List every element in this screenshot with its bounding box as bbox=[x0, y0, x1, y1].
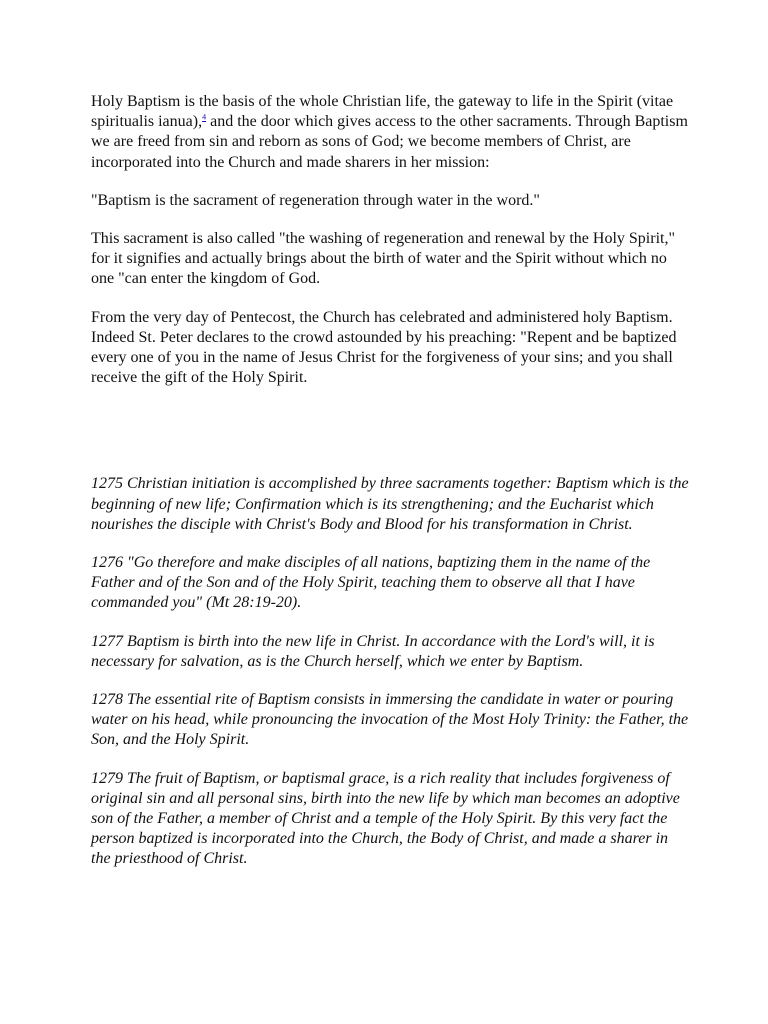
summary-paragraph-1275: 1275 Christian initiation is accomplished by three sacraments together: Baptism which is the beginning of new life; Confirmation which is its strengthening; and the Eucharist which nourishes the disciple with Christ's Body and Blood for his transformation in Christ. bbox=[91, 475, 689, 533]
intro-paragraph-1-text-a: Holy Baptism is the basis of the whole Christian life, the gateway to life in the Spirit (vitae spiritualis ianua), bbox=[91, 93, 674, 131]
intro-paragraph-4: From the very day of Pentecost, the Church has celebrated and administered holy Baptism. Indeed St. Peter declares to the crowd astounded by his preaching: "Repent and be baptized every one of you in the name of Jesus Christ for the forgiveness of your sins; and you shall receive the gift of the Holy Spirit. bbox=[91, 308, 677, 387]
section-spacer bbox=[91, 406, 691, 474]
summary-paragraph-1278: 1278 The essential rite of Baptism consists in immersing the candidate in water or pouring water on his head, while pronouncing the invocation of the Most Holy Trinity: the Father, the Son, and the Holy Spirit. bbox=[91, 691, 689, 749]
intro-paragraph-1 bbox=[91, 92, 691, 173]
footnote-link[interactable]: 4 bbox=[202, 112, 207, 122]
summary-paragraph-1277: 1277 Baptism is birth into the new life in Christ. In accordance with the Lord's will, it is necessary for salvation, as is the Church herself, which we enter by Baptism. bbox=[91, 632, 655, 670]
intro-paragraph-3: This sacrament is also called "the washing of regeneration and renewal by the Holy Spirit," for it signifies and actually brings about the birth of water and the Spirit without which no one "can enter the kingdom of God. bbox=[91, 230, 675, 288]
intro-paragraph-1-text-b: and the door which gives access to the other sacraments. Through Baptism we are freed from sin and reborn as sons of God; we become members of Christ, are incorporated into the Church and made sharers in her mission: bbox=[91, 113, 688, 171]
summary-paragraph-1276: 1276 "Go therefore and make disciples of all nations, baptizing them in the name of the Father and of the Son and of the Holy Spirit, teaching them to observe all that I have commanded you" (Mt 28:19-20). bbox=[91, 554, 651, 612]
intro-paragraph-2: "Baptism is the sacrament of regeneration through water in the word." bbox=[91, 191, 540, 209]
summary-paragraph-1279: 1279 The fruit of Baptism, or baptismal grace, is a rich reality that includes forgiveness of original sin and all personal sins, birth into the new life by which man becomes an adoptive son of the Father, a member of Christ and a temple of the Holy Spirit. By this very fact the person baptized is incorporated into the Church, the Body of Christ, and made a sharer in the priesthood of Christ. bbox=[91, 769, 680, 868]
summary-section bbox=[91, 474, 691, 869]
document-body bbox=[91, 92, 691, 888]
